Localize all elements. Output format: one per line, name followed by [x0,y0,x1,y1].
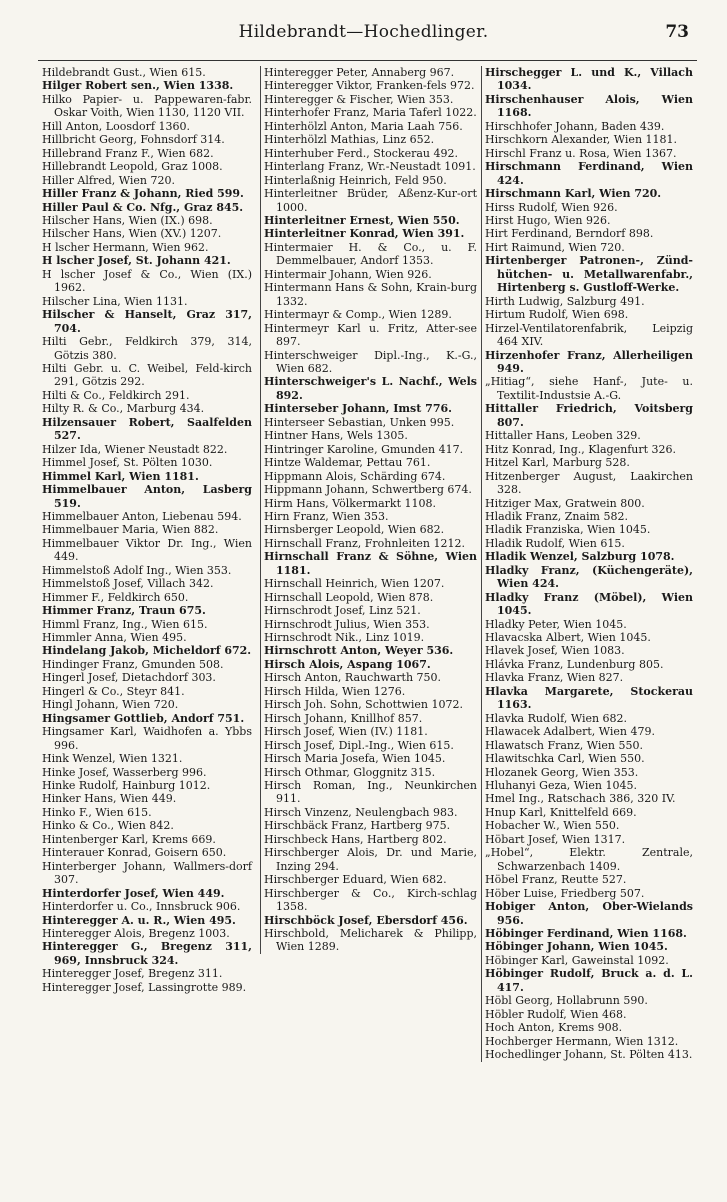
directory-entry: Hintze Waldemar, Pettau 761. [264,456,431,470]
directory-entry: Hirsch Alois, Aspang 1067. [264,657,431,671]
directory-entry: Hippmann Alois, Schärding 674. [264,469,446,483]
directory-entry: Himmer F., Feldkirch 650. [42,590,189,604]
directory-entry: Hirschberger Alois, Dr. und Marie, Inzing 294. [264,846,477,873]
directory-entry: Hilti Gebr., Feldkirch 379, 314, Götzis 380. [42,335,252,362]
directory-entry: Hochberger Hermann, Wien 1312. [485,1034,679,1048]
directory-entry: Hlavka Margarete, Stockerau 1163. [485,684,693,712]
directory-entry: Hluhanyi Geza, Wien 1045. [485,779,638,793]
directory-entry: Hildebrandt Gust., Wien 615. [42,66,206,79]
directory-entry: Hirschenhauser Alois, Wien 1168. [485,92,693,120]
directory-entry: Hinterberger Johann, Wallmers-dorf 307. [42,859,252,887]
directory-entry: Himmelbauer Maria, Wien 882. [42,523,219,537]
directory-entry: Hinteregger G., Bregenz 311, 969, Innsbruck 324. [42,940,252,967]
directory-entry: Hillebrand Franz F., Wien 682. [42,146,214,160]
directory-entry: Hitzenberger August, Laakirchen 328. [485,469,693,497]
directory-entry: Hilscher Hans, Wien (XV.) 1207. [42,227,222,241]
directory-entry: Höbel Franz, Reutte 527. [485,873,627,887]
directory-entry: Hirsch Joh. Sohn, Schottwien 1072. [264,698,463,712]
directory-entry: Himmel Karl, Wien 1181. [42,469,199,483]
directory-entry: H lscher Josef, St. Johann 421. [42,254,231,268]
directory-entry: Hinterauer Konrad, Goisern 650. [42,846,227,860]
directory-entry: Hirsch Anton, Rauchwarth 750. [264,671,442,685]
directory-entry: Hinterdorfer u. Co., Innsbruck 906. [42,900,241,914]
directory-entry: Hobacher W., Wien 550. [485,819,620,833]
directory-entry: Hirzel-Ventilatorenfabrik, Leipzig 464 XIV. [485,321,693,349]
directory-entry: Himml Franz, Ing., Wien 615. [42,617,208,631]
directory-entry: Hiller Alfred, Wien 720. [42,173,175,187]
directory-entry: Hladky Franz (Möbel), Wien 1045. [485,590,693,618]
directory-entry: Höbart Josef, Wien 1317. [485,832,626,846]
directory-entry: Hittaller Friedrich, Voitsberg 807. [485,402,693,429]
directory-entry: Hirschbold, Melicharek & Philipp, Wien 1289. [264,927,477,954]
directory-entry: Hirsch Othmar, Gloggnitz 315. [264,765,436,779]
directory-entry: Hillbricht Georg, Fohnsdorf 314. [42,133,225,147]
directory-entry: „Hitiag“, siehe Hanf-, Jute- u. Textilit-Industsie A.-G. [485,375,693,402]
directory-entry: Hilzensauer Robert, Saalfelden 527. [42,415,252,443]
directory-entry: Hinteregger Alois, Bregenz 1003. [42,927,230,940]
directory-entry: Hirnschrodt Julius, Wien 353. [264,617,430,631]
directory-entry: Hitzel Karl, Marburg 528. [485,456,630,470]
directory-entry: Hirnschall Heinrich, Wien 1207. [264,577,445,591]
directory-entry: Hintermayr & Comp., Wien 1289. [264,308,452,322]
directory-entry: Himmelbauer Anton, Liebenau 594. [42,509,242,523]
directory-entry: Hirschbäck Franz, Hartberg 975. [264,819,451,833]
header-rule [38,60,697,61]
directory-entry: Hinterhölzl Anton, Maria Laah 756. [264,119,463,133]
directory-entry: Himmelstoß Josef, Villach 342. [42,577,214,591]
directory-entry: Hirschbeck Hans, Hartberg 802. [264,832,447,846]
directory-entry: Hingerl & Co., Steyr 841. [42,684,185,698]
directory-entry: Hillebrandt Leopold, Graz 1008. [42,160,223,174]
directory-entry: Hinterlaßnig Heinrich, Feld 950. [264,173,447,187]
directory-entry: Hinko F., Wien 615. [42,805,152,819]
directory-entry: Hinterleitner Ernest, Wien 550. [264,213,460,227]
directory-entry: Hnup Karl, Knittelfeld 669. [485,805,637,819]
directory-entry: Hirm Hans, Völkermarkt 1108. [264,496,436,510]
directory-entry: Höbl Georg, Hollabrunn 590. [485,994,648,1008]
directory-entry: Hilscher & Hanselt, Graz 317, 704. [42,308,252,335]
directory-entry: Hinker Hans, Wien 449. [42,792,177,806]
directory-entry: Hink Wenzel, Wien 1321. [42,752,183,766]
directory-entry: Hirschegger L. und K., Villach 1034. [485,66,693,93]
directory-entry: Hingsamer Karl, Waidhofen a. Ybbs 996. [42,725,252,752]
directory-entry: Hladky Franz, (Küchengeräte), Wien 424. [485,563,693,591]
directory-entry: Höber Luise, Friedberg 507. [485,886,645,900]
directory-entry: Hirsch Johann, Knillhof 857. [264,711,423,725]
directory-entry: Hobiger Anton, Ober-Wielands 956. [485,900,693,927]
directory-entry: Hinterhölzl Mathias, Linz 652. [264,133,435,147]
directory-entry: Hirsch Josef, Dipl.-Ing., Wien 615. [264,738,454,752]
directory-entry: Hilzer Ida, Wiener Neustadt 822. [42,442,228,456]
directory-entry: Hilti Gebr. u. C. Weibel, Feld-kirch 291, Götzis 292. [42,361,252,389]
column-1 [42,66,252,994]
directory-entry: Hinterhuber Ferd., Stockerau 492. [264,146,458,160]
directory-entry: Hirnschrott Anton, Weyer 536. [264,644,454,658]
directory-entry: Höbinger Johann, Wien 1045. [485,940,668,954]
directory-entry: Hindelang Jakob, Micheldorf 672. [42,644,252,658]
directory-entry: Hirnschrodt Nik., Linz 1019. [264,631,425,645]
directory-entry: Hinterlang Franz, Wr.-Neustadt 1091. [264,160,476,174]
directory-entry: Hirsch Maria Josefa, Wien 1045. [264,752,446,766]
directory-entry: Hinteregger Viktor, Franken-fels 972. [264,79,475,93]
directory-entry: Hladky Peter, Wien 1045. [485,617,627,631]
directory-entry: Hintenberger Karl, Krems 669. [42,832,216,846]
directory-entry: Hirschberger & Co., Kirch-schlag 1358. [264,886,477,914]
directory-entry: Hinteregger Josef, Lassingrotte 989. [42,980,247,994]
directory-entry: Himmler Anna, Wien 495. [42,631,187,645]
directory-entry: Hirst Hugo, Wien 926. [485,213,611,227]
directory-entry: Hirsch Vinzenz, Neulengbach 983. [264,805,458,819]
directory-entry: Hilti & Co., Feldkirch 291. [42,388,190,402]
directory-entry: Hirschhofer Johann, Baden 439. [485,119,665,133]
directory-entry: Hintermaier H. & Co., u. F. Demmelbauer, Andorf 1353. [264,240,477,268]
running-title: Hildebrandt—Hochedlinger. [238,22,489,42]
directory-entry: Hinterdorfer Josef, Wien 449. [42,886,225,900]
directory-entry: Höbinger Rudolf, Bruck a. d. L. 417. [485,967,693,994]
directory-entry: Hinteregger & Fischer, Wien 353. [264,92,454,106]
directory-entry: Hlavacska Albert, Wien 1045. [485,631,651,645]
page-number: 73 [665,22,689,42]
directory-entry: Hochedlinger Johann, St. Pölten 413. [485,1048,693,1062]
directory-entry: Hinterseber Johann, Imst 776. [264,402,452,416]
directory-entry: „Hobel“, Elektr. Zentrale, Schwarzenbach 1409. [485,846,693,873]
directory-entry: Hmel Ing., Ratschach 386, 320 IV. [485,792,676,806]
directory-entry: Hirth Ludwig, Salzburg 491. [485,294,645,308]
directory-entry: Hladik Rudolf, Wien 615. [485,536,625,550]
directory-entry: Hindinger Franz, Gmunden 508. [42,657,224,671]
directory-entry: Hinteregger Josef, Bregenz 311. [42,967,223,981]
directory-entry: Hirsch Roman, Ing., Neunkirchen 911. [264,779,477,806]
directory-entry: Hladik Franz, Znaim 582. [485,509,628,523]
directory-entry: Höbinger Ferdinand, Wien 1168. [485,927,687,940]
directory-entry: Hirnschall Franz, Frohnleiten 1212. [264,536,465,550]
directory-entry: Hladik Franziska, Wien 1045. [485,523,651,537]
directory-entry: Hittaller Hans, Leoben 329. [485,429,641,443]
directory-entry: Hirschl Franz u. Rosa, Wien 1367. [485,146,677,160]
directory-entry: Hirtum Rudolf, Wien 698. [485,308,629,322]
column-3 [481,66,693,1062]
page-header [0,14,727,54]
directory-entry: Himmelbauer Viktor Dr. Ing., Wien 449. [42,536,252,564]
directory-entry: Hinterhofer Franz, Maria Taferl 1022. [264,106,477,120]
directory-entry: Hinteregger Peter, Annaberg 967. [264,66,455,79]
directory-entry: Hirsch Josef, Wien (IV.) 1181. [264,725,428,739]
directory-entry: Hinke Rudolf, Hainburg 1012. [42,779,211,793]
directory-entry: Hirschmann Karl, Wien 720. [485,187,662,201]
directory-entry: Hingsamer Gottlieb, Andorf 751. [42,711,245,725]
directory-entry: Hilty R. & Co., Marburg 434. [42,402,205,416]
directory-entry: Hintermeyr Karl u. Fritz, Atter-see 897. [264,321,477,349]
directory-entry: Hingl Johann, Wien 720. [42,698,179,712]
directory-entry: Himmer Franz, Traun 675. [42,604,206,618]
directory-entry: Hitz Konrad, Ing., Klagenfurt 326. [485,442,677,456]
directory-entry: H lscher Hermann, Wien 962. [42,240,209,254]
directory-entry: Höbler Rudolf, Wien 468. [485,1007,627,1021]
directory-entry: Hirschberger Eduard, Wien 682. [264,873,447,887]
column-2 [260,66,477,954]
directory-entry: Hiller Franz & Johann, Ried 599. [42,187,244,201]
directory-entry: Hirzenhofer Franz, Allerheiligen 949. [485,348,693,375]
directory-entry: Hlawacek Adalbert, Wien 479. [485,725,655,739]
directory-entry: Hintner Hans, Wels 1305. [264,429,408,443]
directory-entry: Hirnsberger Leopold, Wien 682. [264,523,445,537]
directory-entry: Hirnschall Leopold, Wien 878. [264,590,434,604]
directory-entry: Hilscher Hans, Wien (IX.) 698. [42,213,213,227]
directory-entry: Hirn Franz, Wien 353. [264,509,389,523]
directory-entry: Hinterleitner Konrad, Wien 391. [264,227,465,241]
directory-entry: Himmel Josef, St. Pölten 1030. [42,456,213,470]
directory-entry: Himmelbauer Anton, Lasberg 519. [42,483,252,510]
directory-entry: Hinteregger A. u. R., Wien 495. [42,913,236,927]
directory-entry: Hlávka Franz, Lundenburg 805. [485,657,664,671]
directory-entry: Hlavka Rudolf, Wien 682. [485,711,628,725]
directory-entry: Höbinger Karl, Gaweinstal 1092. [485,953,669,967]
directory-entry: Hirt Raimund, Wien 720. [485,240,625,254]
directory-entry: Hintringer Karoline, Gmunden 417. [264,442,464,456]
directory-entry: Hirtenberger Patronen-, Zünd-hütchen- u. Metallwarenfabr., Hirtenberg s. Gustloff-Werke. [485,254,693,295]
directory-entry: Hirnschrodt Josef, Linz 521. [264,604,421,618]
directory-entry: Hladik Wenzel, Salzburg 1078. [485,550,675,564]
directory-entry: Hirschböck Josef, Ebersdorf 456. [264,913,468,927]
directory-entry: Hinko & Co., Wien 842. [42,819,174,833]
directory-entry: Hlavek Josef, Wien 1083. [485,644,625,658]
directory-entry: Hippmann Johann, Schwertberg 674. [264,483,472,497]
directory-entry: Hintermann Hans & Sohn, Krain-burg 1332. [264,281,477,308]
directory-entry: Hirt Ferdinand, Berndorf 898. [485,227,654,241]
directory-entry: Hingerl Josef, Dietachdorf 303. [42,671,216,685]
directory-entry: Hinterleitner Brüder, Aßenz-Kur-ort 1000. [264,187,477,214]
directory-entry: Hoch Anton, Krems 908. [485,1021,623,1035]
directory-entry: Hiller Paul & Co. Nfg., Graz 845. [42,200,244,214]
directory-entry: Hirschkorn Alexander, Wien 1181. [485,133,678,147]
directory-entry: Hintermair Johann, Wien 926. [264,267,432,281]
directory-entry: Hilscher Lina, Wien 1131. [42,294,188,308]
directory-entry: Hinterschweiger's L. Nachf., Wels 892. [264,375,477,402]
directory-entry: Hitziger Max, Gratwein 800. [485,496,645,510]
directory-entry: Himmelstoß Adolf Ing., Wien 353. [42,563,232,577]
directory-entry: Hirsch Hilda, Wien 1276. [264,684,406,698]
directory-entry: Hilko Papier- u. Pappewaren-fabr. Oskar Voith, Wien 1130, 1120 VII. [42,92,252,120]
directory-entry: H lscher Josef & Co., Wien (IX.) 1962. [42,267,252,295]
directory-entry: Hirschmann Ferdinand, Wien 424. [485,160,693,187]
directory-entry: Hinke Josef, Wasserberg 996. [42,765,207,779]
directory-entry: Hirss Rudolf, Wien 926. [485,200,618,214]
directory-entry: Hilger Robert sen., Wien 1338. [42,79,234,93]
directory-entry: Hlawitschka Carl, Wien 550. [485,752,645,766]
directory-entry: Hirnschall Franz & Söhne, Wien 1181. [264,550,477,577]
directory-entry: Hill Anton, Loosdorf 1360. [42,119,190,133]
directory-entry: Hlawatsch Franz, Wien 550. [485,738,643,752]
directory-entry: Hlavka Franz, Wien 827. [485,671,624,685]
directory-entry: Hinterseer Sebastian, Unken 995. [264,415,455,429]
directory-entry: Hlozanek Georg, Wien 353. [485,765,639,779]
directory-entry: Hinterschweiger Dipl.-Ing., K.-G., Wien 682. [264,348,477,375]
